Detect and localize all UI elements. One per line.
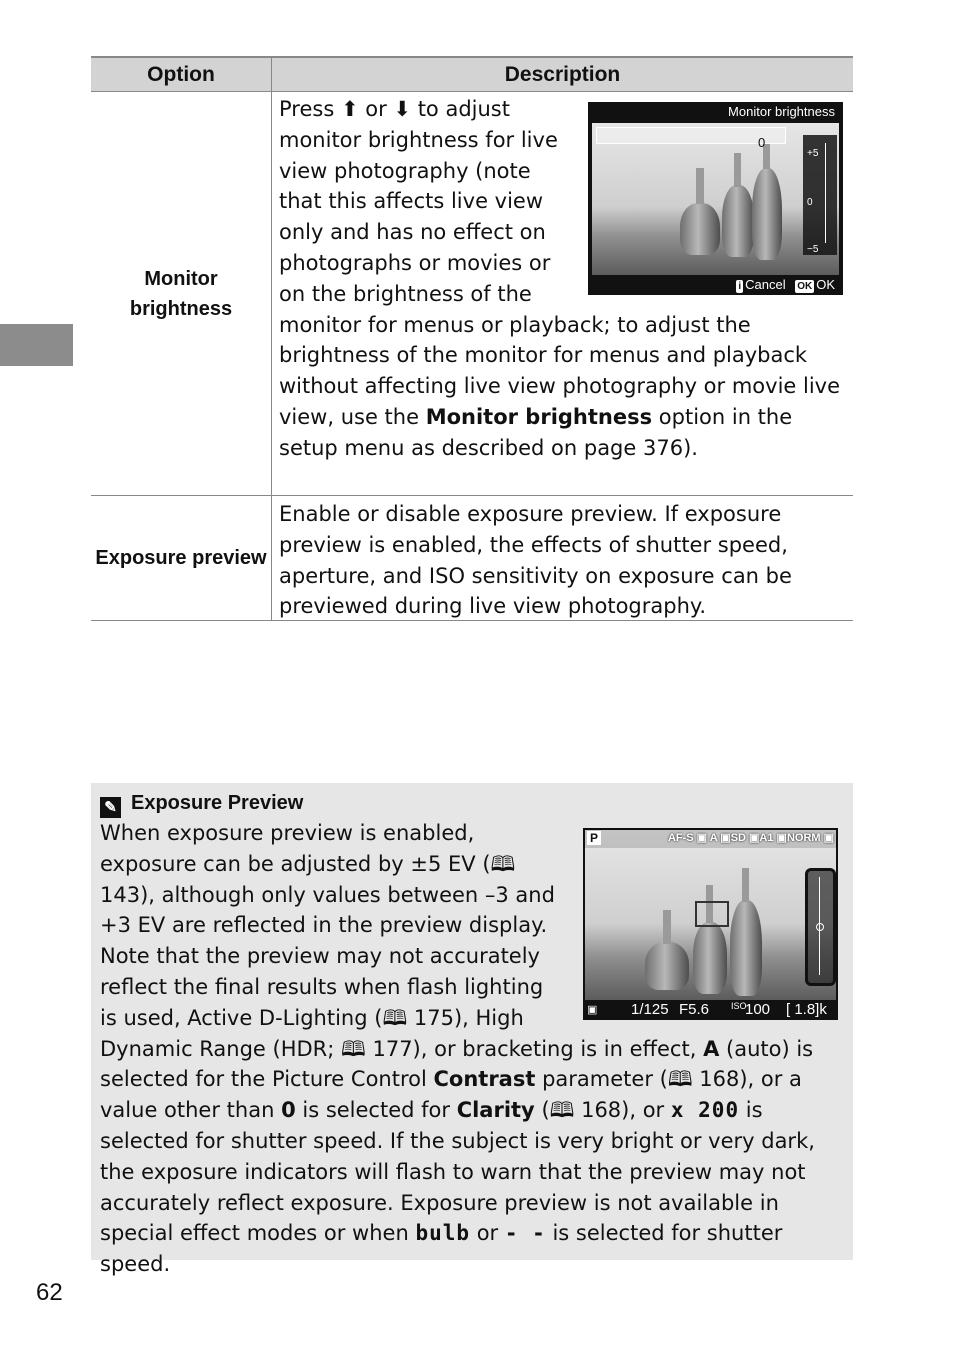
brightness-value: 0 xyxy=(758,135,766,150)
lcd-header: Monitor brightness xyxy=(728,104,835,119)
option-name: Exposure preview xyxy=(91,496,272,621)
x200-display-icon: x 200 xyxy=(670,1098,740,1123)
lcd-info-bar xyxy=(583,1000,838,1020)
scale-minus-label: −5 xyxy=(807,244,819,255)
table-row xyxy=(91,496,853,621)
bottle-shape xyxy=(680,203,720,255)
bottle-shape xyxy=(722,185,754,257)
brightness-scale xyxy=(803,135,837,255)
option-name: Monitor brightness xyxy=(91,92,272,496)
time-display-icon: - - xyxy=(504,1221,546,1246)
bottle-neck xyxy=(663,910,671,944)
bottle-neck xyxy=(696,168,704,204)
note-title: Exposure Preview xyxy=(131,792,304,814)
exposure-preview-screenshot xyxy=(583,828,838,1020)
status-icons: AF-S ▣ A ▣SD ▣A1 ▣NORM ▣ xyxy=(667,832,834,844)
exposure-indicator xyxy=(805,868,836,986)
iso-label: ISO xyxy=(731,1001,747,1011)
book-ref-icon: 🕮 xyxy=(667,1067,693,1092)
setup-menu-item-ref: Monitor brightness xyxy=(425,404,653,429)
scale-plus-label: +5 xyxy=(807,148,819,159)
option-description-cell xyxy=(272,92,854,496)
book-ref-icon: 🕮 xyxy=(382,1005,408,1030)
multi-selector-down-icon: ⬇ xyxy=(393,97,412,121)
shots-remaining: [ 1.8]k xyxy=(786,1001,827,1018)
iso-value: 100 xyxy=(745,1001,771,1018)
lcd-status-bar xyxy=(583,828,838,848)
bottle-shape xyxy=(693,922,727,994)
bottle-neck xyxy=(734,153,741,187)
multi-selector-up-icon: ⬆ xyxy=(340,97,359,121)
scale-line xyxy=(825,143,826,243)
aperture: F5.6 xyxy=(679,1001,710,1018)
ok-key-icon: OK xyxy=(797,281,813,292)
note-body: P AF-S ▣ A ▣SD ▣A1 ▣NORM ▣ ▣ 1/125 F5.6 ISO 100 [ 1.8]k When exposure preview is enabled, exposure can be adjusted by ±5 EV (🕮 143), although only values between –3 and +3 EV are reflected in the preview display. Note that the preview may not accurately reflect the final results when flash lighting is used, Active D-Lighting (🕮 175), High Dynamic Range (HDR; 🕮 177), or bracketing is in effect, A (auto) is selected for the Picture Control Contrast parameter (🕮 168), or a value other than 0 is selected for Clarity (🕮 168), or x 200 is selected for shutter speed. If the subject is very bright or very dark, the exposure indicators will flash to warn that the preview may not accurately reflect exposure. Exposure preview is not available in special effect modes or when bulb or - - is selected for shutter speed. xyxy=(100,818,845,1280)
monitor-brightness-screenshot xyxy=(588,102,843,295)
bottle-neck xyxy=(742,868,749,902)
option-description-cell xyxy=(272,496,854,621)
book-ref-icon: 🕮 xyxy=(549,1098,575,1123)
bulb-display-icon: bulb xyxy=(415,1221,471,1246)
scale-zero-label: 0 xyxy=(807,197,813,208)
option-description: Monitor brightness 0 +5 0 −5 i Cancel OK OK Press ⬆ or ⬇ to adjust monitor brightness for live view photography (note that this affects live view only and has no effect on photographs or movies or on the brightness of the monitor for menus or playback; to adjust the brightness of the monitor for menus and playback without affecting live view photography or movie live view, use the Monitor brightness option in the setup menu as described on page 376). xyxy=(272,92,853,495)
chapter-tab xyxy=(0,324,73,366)
shutter-speed: 1/125 xyxy=(631,1001,669,1018)
lcd-footer xyxy=(588,275,843,295)
column-header-option: Option xyxy=(91,57,272,92)
book-ref-icon: 🕮 xyxy=(341,1036,366,1061)
ok-label: OK xyxy=(816,277,835,292)
indicator-marker xyxy=(816,923,824,931)
lcd-scene xyxy=(592,123,839,275)
metering-icon: ▣ xyxy=(587,1004,598,1016)
page-number: 62 xyxy=(36,1279,63,1306)
bottle-shape xyxy=(645,942,689,990)
bottle-shape xyxy=(730,900,762,996)
bottle-shape xyxy=(752,168,782,260)
note-box xyxy=(91,783,853,1277)
note-heading xyxy=(100,789,845,818)
options-table xyxy=(91,56,853,621)
focus-point-frame xyxy=(695,901,729,927)
table-row xyxy=(91,92,853,496)
info-key-icon: i xyxy=(738,281,742,292)
pencil-icon: ✎ xyxy=(100,797,121,818)
table-header-row xyxy=(91,57,853,92)
mode-indicator: P xyxy=(587,831,601,845)
column-header-description: Description xyxy=(272,57,854,92)
option-description: Enable or disable exposure preview. If exposure preview is enabled, the effects of shutter speed, aperture, and ISO sensitivity on exposure can be previewed during live view photography. xyxy=(279,502,792,619)
cancel-label: Cancel xyxy=(745,277,786,292)
book-ref-icon: 🕮 xyxy=(490,851,516,876)
